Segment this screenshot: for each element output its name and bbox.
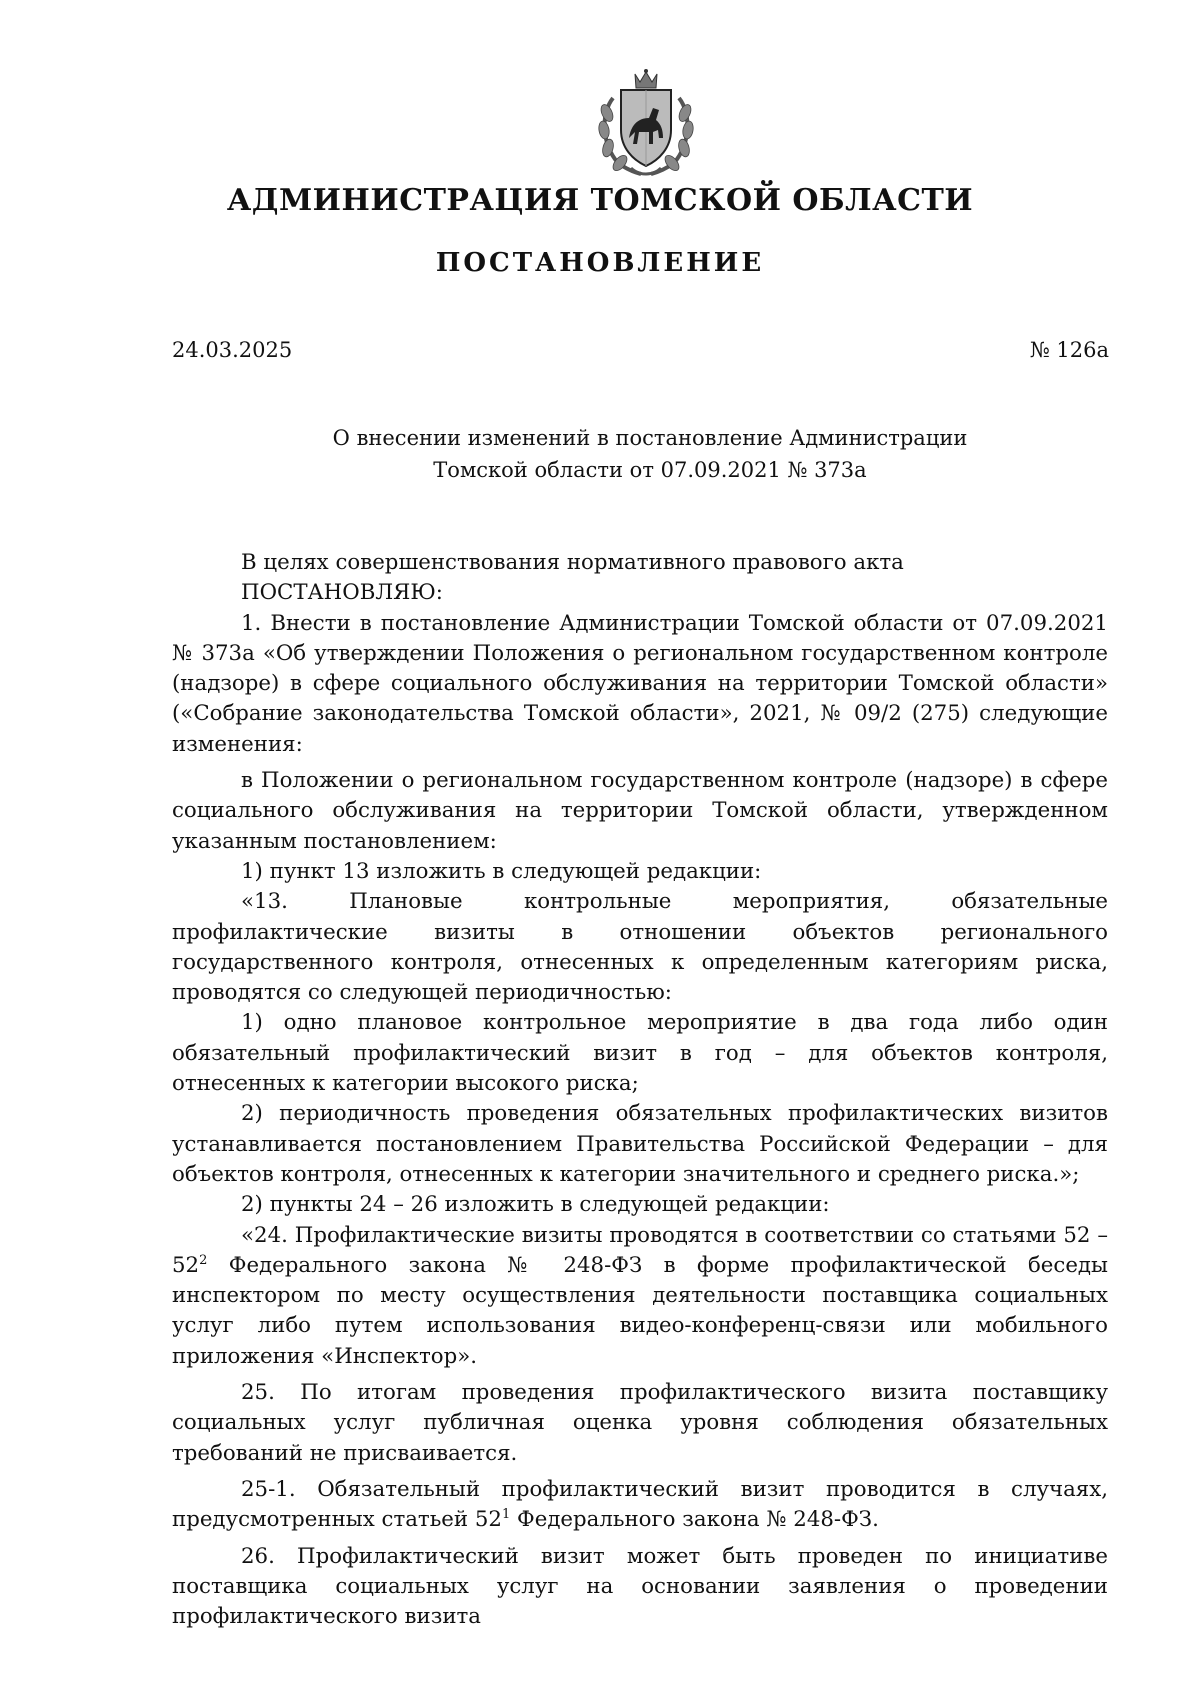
clause-24-superscript: 2 (199, 1252, 208, 1268)
subject-line-1: О внесении изменений в постановление Администрации (332, 426, 968, 450)
clause-25-1-superscript: 1 (501, 1507, 511, 1523)
clause-24-text-a: «24. Профилактические визиты проводятся в соответствии со статьями 52 – 52 (172, 1222, 1108, 1278)
paragraph-clause-26: 26. Профилактический визит может быть проведен по инициативе поставщика социальных услуг на основании заявления о проведении профилактического визита (172, 1543, 1108, 1630)
clause-25-1-text-b: Федерального закона № 248-ФЗ. (510, 1507, 879, 1533)
document-date: 24.03.2025 (172, 338, 293, 362)
paragraph-clause-13: «13. Плановые контрольные мероприятия, обязательные профилактические визиты в отношении объектов регионального государственного контроля, отнесенных к определенным категориям риска, проводятся со следующей периодичностью: (172, 889, 1108, 1006)
paragraph-preamble: В целях совершенствования нормативного правового акта (241, 550, 904, 575)
document-subject (300, 422, 1000, 486)
paragraph-resolve: ПОСТАНОВЛЯЮ: (241, 580, 443, 606)
clause-25-1-text-a: 25-1. Обязательный профилактический визит проводится в случаях, предусмотренных статьей 52 (172, 1476, 1108, 1533)
paragraph-clause-13-1: 1) одно плановое контрольное мероприятие в два года либо один обязательный профилактический визит в год – для объектов контроля, отнесенных к категории высокого риска; (172, 1010, 1108, 1097)
document-body (172, 548, 1108, 1632)
paragraph-regulation-amendment: в Положении о региональном государственном контроле (надзоре) в сфере социального обслуживания на территории Томской области, утвержденном указанным постановлением: (172, 768, 1108, 854)
paragraph-subitem-1: 1) пункт 13 изложить в следующей редакции: (241, 858, 762, 884)
document-type: ПОСТАНОВЛЕНИЕ (435, 248, 765, 278)
paragraph-clause-24 (172, 1221, 1108, 1372)
paragraph-clause-25-1 (172, 1475, 1108, 1536)
paragraph-subitem-2: 2) пункты 24 – 26 изложить в следующей редакции: (241, 1192, 830, 1218)
subject-line-2: Томской области от 07.09.2021 № 373а (433, 458, 867, 482)
paragraph-clause-13-2: 2) периодичность проведения обязательных профилактических визитов устанавливается постановлением Правительства Российской Федерации – для объектов контроля, отнесенных к категории значительного и среднего риска.»; (172, 1101, 1108, 1187)
clause-24-text-b: Федерального закона № 248-ФЗ в форме профилактической беседы инспектором по месту осуществления деятельности поставщика социальных услуг либо путем использования видео-конференц-связи или мобильного приложения «Инспектор». (172, 1252, 1108, 1369)
organization-title: АДМИНИСТРАЦИЯ ТОМСКОЙ ОБЛАСТИ (226, 183, 974, 218)
paragraph-item-1: 1. Внести в постановление Администрации Томской области от 07.09.2021 № 373а «Об утверждении Положения о региональном государственном контроле (надзоре) в сфере социального обслуживания на территории Томской области» («Собрание законодательства Томской области», 2021, № 09/2 (275) следующие изменения: (172, 610, 1108, 757)
paragraph-clause-25: 25. По итогам проведения профилактического визита поставщику социальных услуг публичная оценка уровня соблюдения обязательных требований не присваивается. (172, 1380, 1108, 1466)
document-number: № 126а (1029, 338, 1109, 362)
tomsk-region-coat-of-arms-icon (593, 68, 699, 180)
